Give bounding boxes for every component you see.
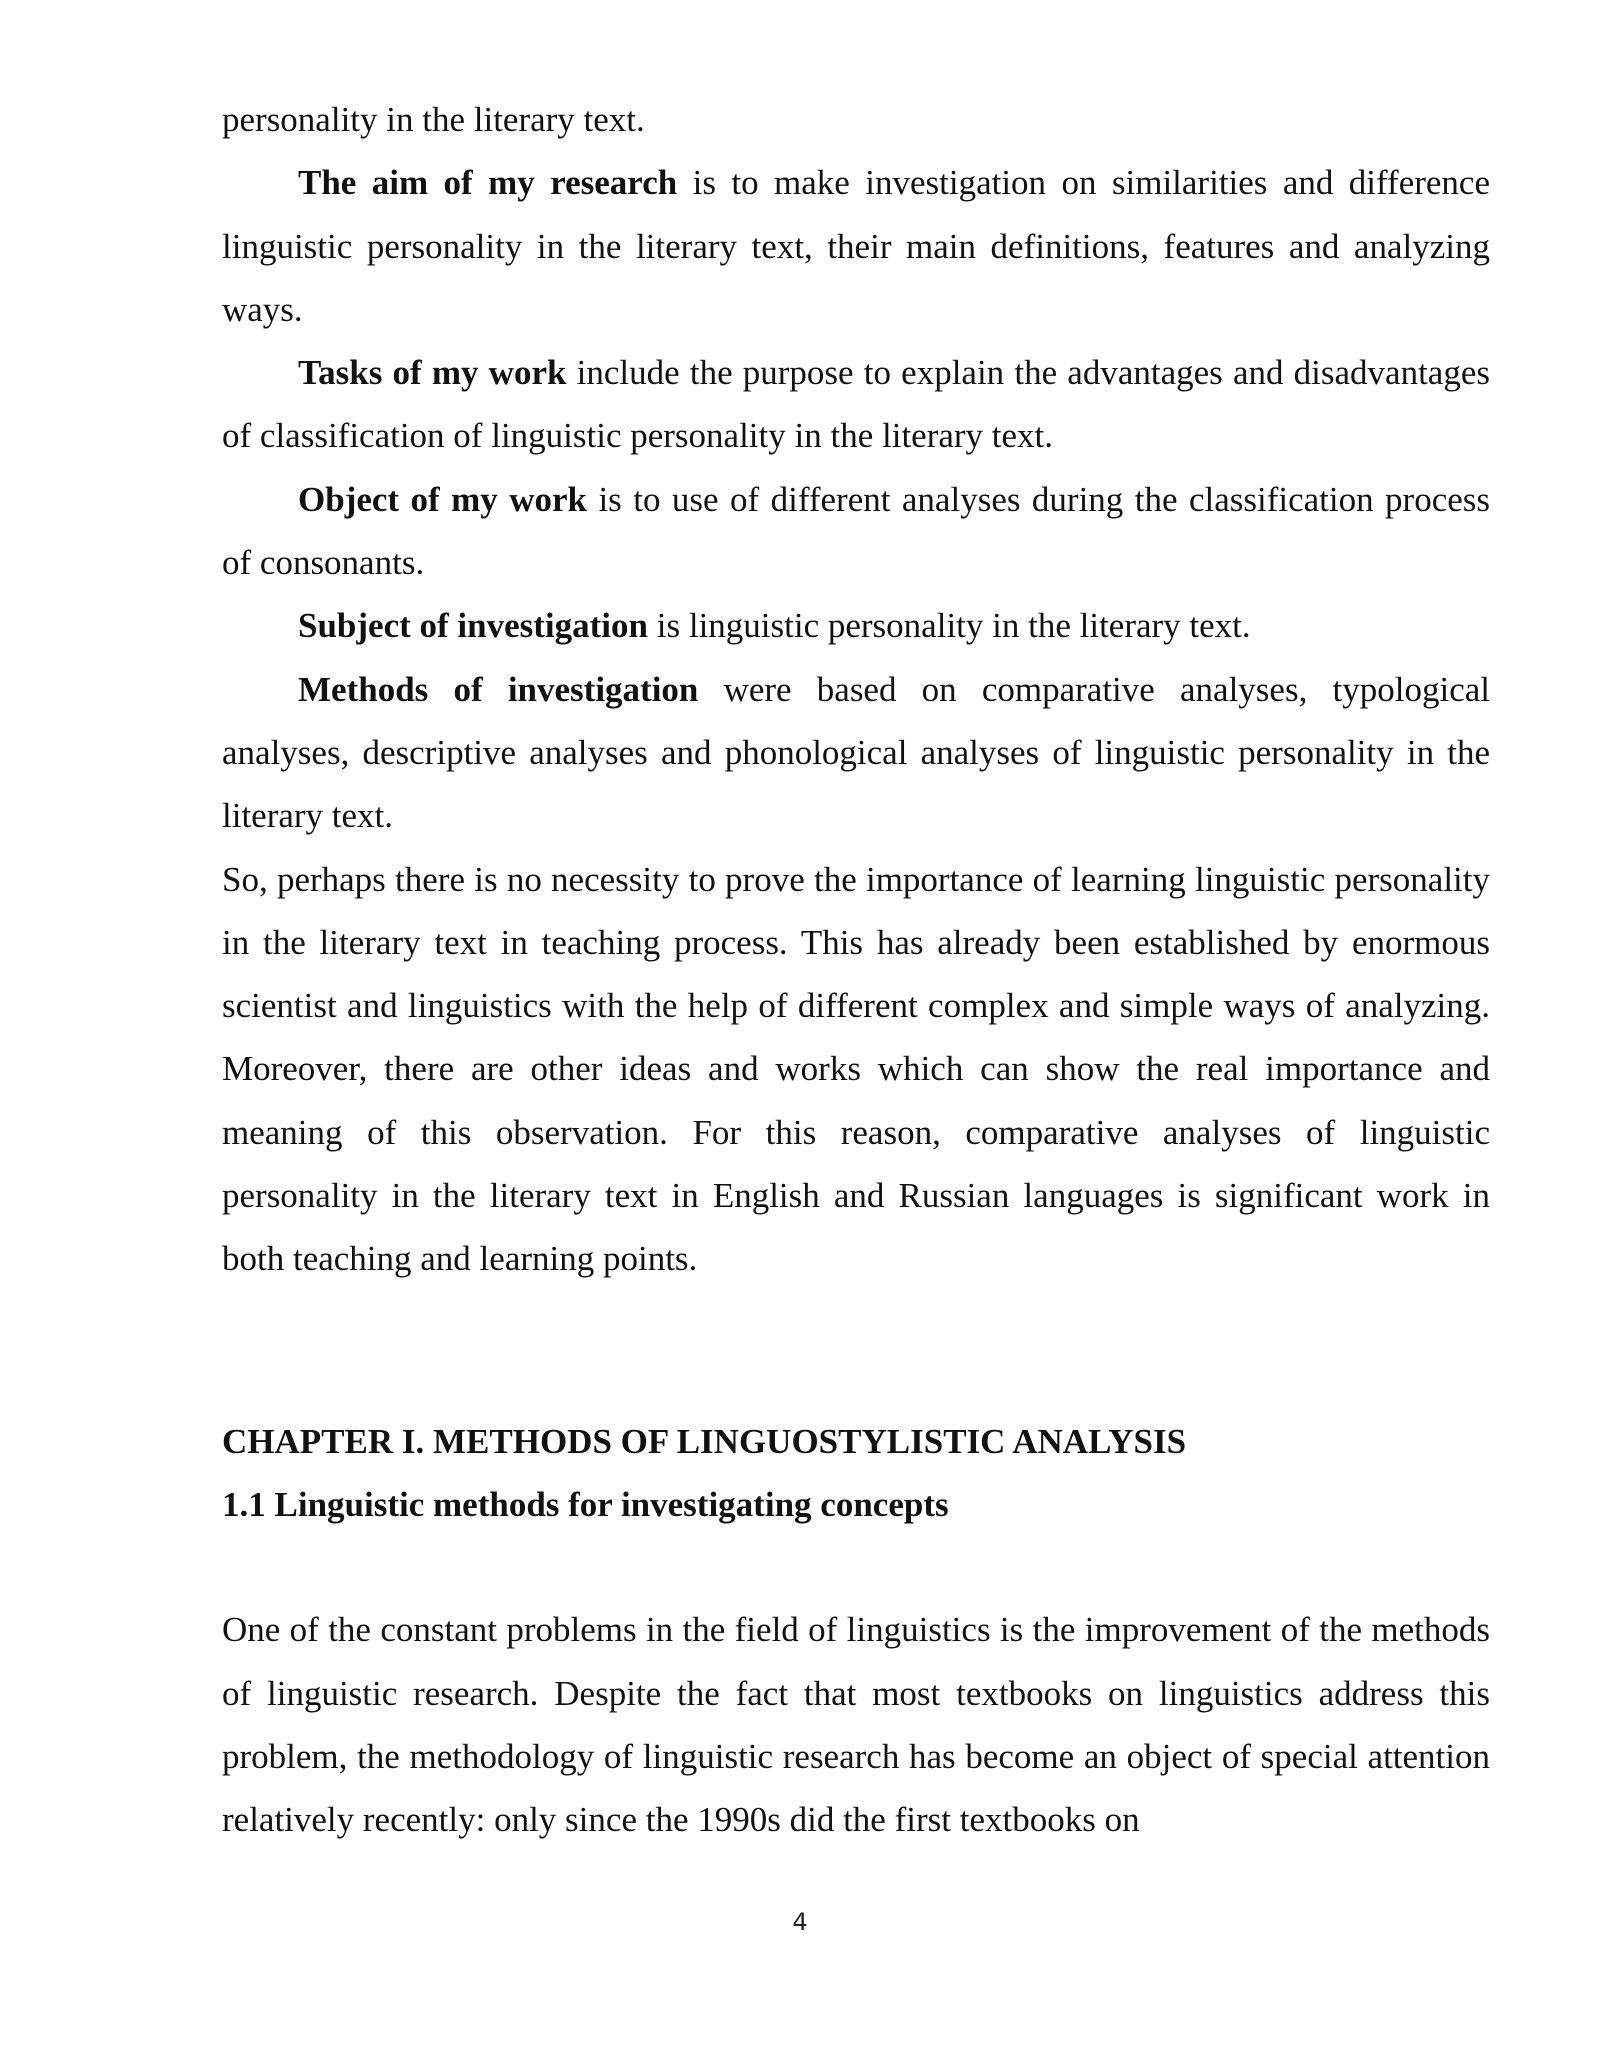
methods-text: were based on comparative analyses, typological analyses, descriptive analyses and phonological analyses of linguistic personality in the literary text. [222,669,1490,836]
subject-label: Subject of investigation [298,606,648,646]
document-page [222,88,1490,1851]
subject-paragraph [222,594,1490,657]
continuation-line: personality in the literary text. [222,100,645,139]
subject-text: is linguistic personality in the literary text. [648,606,1251,646]
page-number: 4 [792,1908,808,1936]
tasks-label: Tasks of my work [298,353,567,393]
methods-label: Methods of investigation [298,669,699,709]
section-paragraph: One of the constant problems in the field of linguistics is the improvement of the methods of linguistic research. Despite the fact that most textbooks on linguistics address this problem, the methodology of linguistic research has become an object of special attention relatively recently: only since the 1990s did the first textbooks on [222,1610,1490,1840]
spacer [222,1536,1490,1598]
section-heading: 1.1 Linguistic methods for investigating concepts [222,1484,949,1524]
tasks-paragraph [222,341,1490,468]
aim-paragraph [222,151,1490,341]
object-paragraph [222,468,1490,595]
object-label: Object of my work [298,479,587,519]
object-text: is to use of different analyses during the classification process of consonants. [222,479,1491,583]
aim-text: is to make investigation on similarities and difference linguistic personality in the literary text, their main definitions, features and analyzing ways. [222,163,1490,329]
tasks-text: include the purpose to explain the advantages and disadvantages of classification of linguistic personality in the literary text. [222,353,1490,456]
chapter-heading: CHAPTER I. METHODS OF LINGUOSTYLISTIC ANALYSIS [222,1421,1187,1461]
aim-label: The aim of my research [298,163,678,203]
spacer [222,1291,1490,1410]
conclusion-paragraph: So, perhaps there is no necessity to prove the importance of learning linguistic personality in the literary text in teaching process. This has already been established by enormous scientist and linguistics with the help of different complex and simple ways of analyzing. Moreover, there are other ideas and works which can show the real importance and meaning of this observation. For this reason, comparative analyses of linguistic personality in the literary text in English and Russian languages is significant work in both teaching and learning points. [222,859,1490,1279]
methods-paragraph [222,658,1490,848]
